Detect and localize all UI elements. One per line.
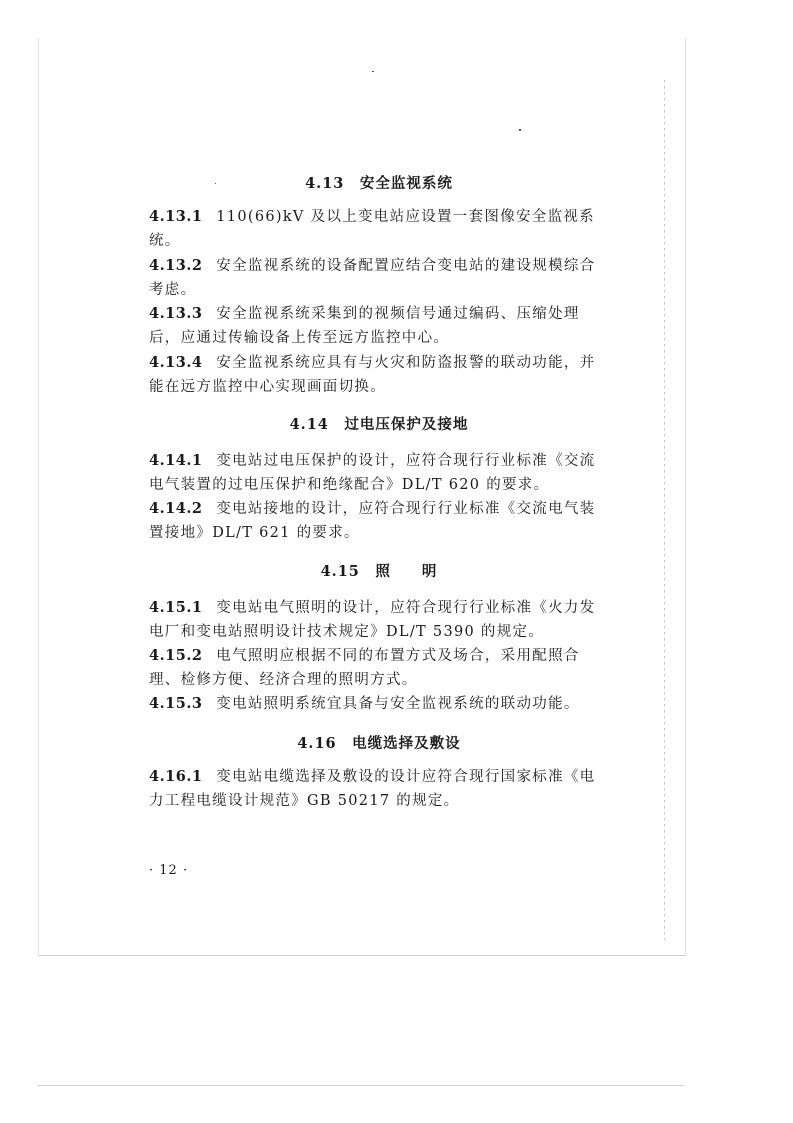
- clause-number: 4.13.3: [149, 305, 203, 322]
- bottom-rule: [38, 1085, 684, 1086]
- clause-4-16-1: [149, 765, 609, 814]
- clause-text: 变电站接地的设计，应符合现行行业标准《交流电气装置接地》DL/T 621 的要求。: [149, 501, 596, 542]
- clause-4-13-3: [149, 302, 609, 351]
- clause-number: 4.13.1: [149, 208, 203, 225]
- section-heading-4-13: 4.13 安全监视系统: [305, 175, 453, 192]
- clause-number: 4.16.1: [149, 768, 203, 785]
- clause-4-13-2: [149, 254, 609, 303]
- clause-number: 4.15.3: [149, 695, 203, 712]
- clause-text: 电气照明应根据不同的布置方式及场合，采用配照合理、检修方便、经济合理的照明方式。: [149, 648, 580, 689]
- clause-number: 4.13.4: [149, 354, 203, 371]
- page-number: · 12 ·: [149, 863, 189, 878]
- clause-4-14-1: [149, 449, 609, 498]
- section-heading-4-15: 4.15 照 明: [320, 563, 438, 580]
- clause-text: 变电站电气照明的设计，应符合现行行业标准《火力发电厂和变电站照明设计技术规定》DL/T 5390 的规定。: [149, 600, 596, 641]
- section-heading-4-16: 4.16 电缆选择及敷设: [297, 735, 461, 752]
- section-heading-4-14: 4.14 过电压保护及接地: [289, 416, 469, 433]
- scan-speck: [372, 71, 374, 72]
- clause-number: 4.15.2: [149, 647, 203, 664]
- clause-4-15-3: [149, 692, 609, 716]
- clause-text: 110(66)kV 及以上变电站应设置一套图像安全监视系统。: [149, 209, 595, 250]
- clause-4-15-2: [149, 644, 609, 693]
- scan-edge-dots: [664, 80, 665, 940]
- clause-4-13-1: [149, 205, 609, 254]
- clause-number: 4.13.2: [149, 257, 203, 274]
- clause-text: 变电站过电压保护的设计，应符合现行行业标准《交流电气装置的过电压保护和绝缘配合》DL/T 620 的要求。: [149, 453, 596, 494]
- clause-4-14-2: [149, 497, 609, 546]
- clause-text: 安全监视系统应具有与火灾和防盗报警的联动功能，并能在远方监控中心实现画面切换。: [149, 355, 596, 396]
- clause-4-15-1: [149, 596, 609, 645]
- clause-number: 4.15.1: [149, 599, 203, 616]
- clause-text: 变电站照明系统宜具备与安全监视系统的联动功能。: [216, 696, 580, 712]
- clause-number: 4.14.1: [149, 452, 203, 469]
- clause-number: 4.14.2: [149, 500, 203, 517]
- clause-text: 安全监视系统的设备配置应结合变电站的建设规模综合考虑。: [149, 258, 596, 299]
- clause-4-13-4: [149, 351, 609, 400]
- clause-text: 变电站电缆选择及敷设的设计应符合现行国家标准《电力工程电缆设计规范》GB 50217 的规定。: [149, 769, 596, 810]
- clause-text: 安全监视系统采集到的视频信号通过编码、压缩处理后，应通过传输设备上传至远方监控中心。: [149, 306, 580, 347]
- scan-speck: [519, 129, 521, 131]
